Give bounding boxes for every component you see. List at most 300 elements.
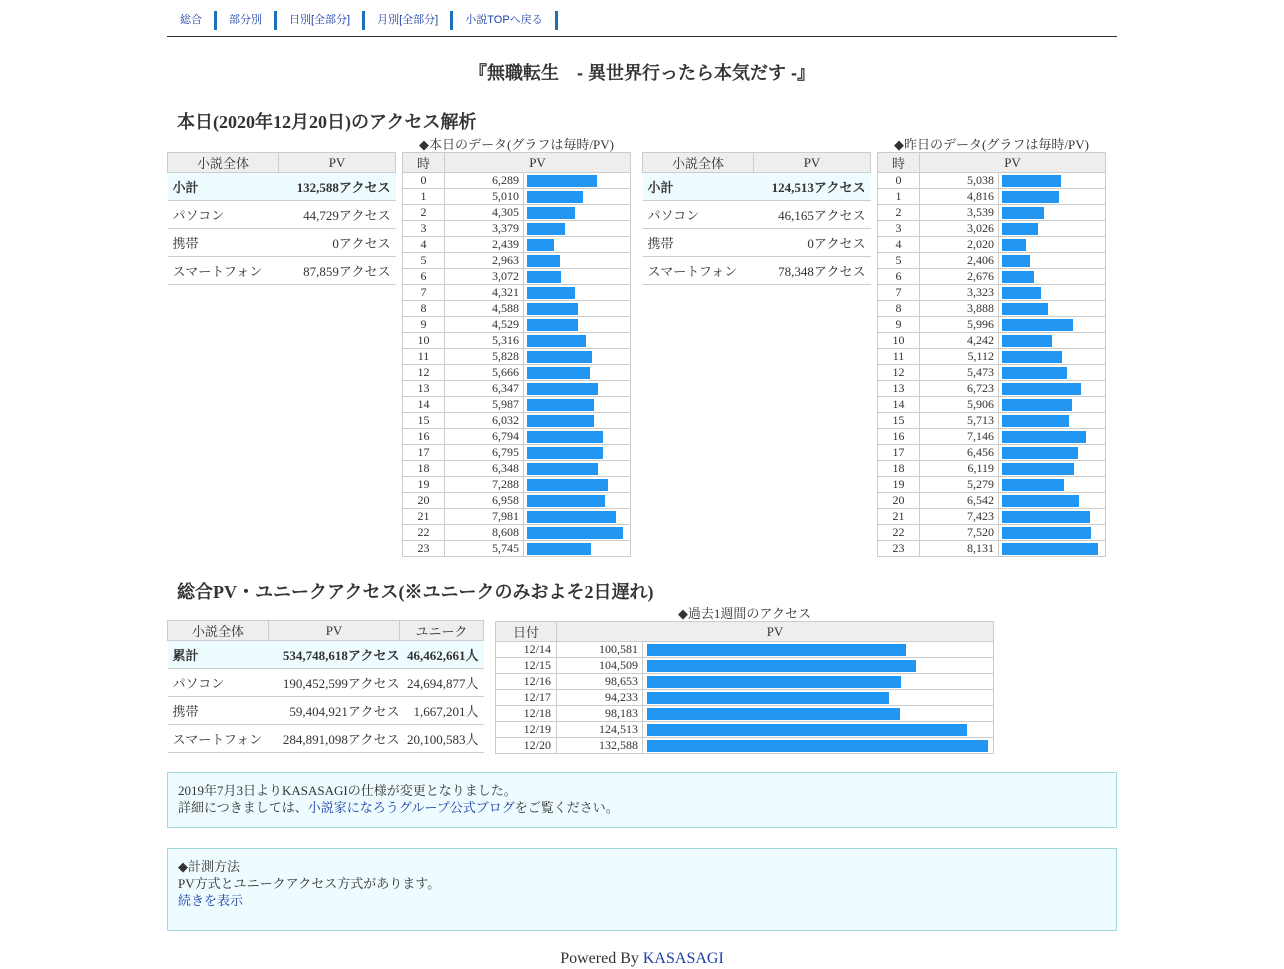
category-label: 5 [403,253,445,269]
value-label: 2,963 [445,253,524,269]
col-header-pv: PV [269,621,400,641]
bar [1002,191,1059,203]
bar-cell [999,445,1106,461]
bar-cell [524,269,631,285]
value-label: 98,183 [557,706,643,722]
bar [1002,319,1073,331]
yesterday-caption: ◆昨日のデータ(グラフは毎時/PV) [894,137,1089,152]
value-label: 5,745 [445,541,524,557]
category-label: 6 [878,269,920,285]
bar [1002,287,1041,299]
category-label: 6 [403,269,445,285]
category-label: 1 [878,189,920,205]
col-header-pv: PV [279,153,396,173]
bar-cell [524,541,631,557]
bar-cell [524,333,631,349]
category-label: 18 [878,461,920,477]
value-label: 6,032 [445,413,524,429]
summary-row [168,257,396,285]
bar-row [878,253,1106,269]
bar-cell [643,690,994,706]
bar-row [878,413,1106,429]
notice-line [178,799,1106,816]
value-label: 100,581 [557,642,643,658]
bar-cell [999,189,1106,205]
value-label: 3,539 [920,205,999,221]
value-label: 3,888 [920,301,999,317]
official-blog-link[interactable]: 小説家になろうグループ公式ブログ [307,800,515,815]
bar [1002,207,1044,219]
category-label: 2 [878,205,920,221]
summary-value: 46,165アクセス [754,201,871,229]
bar-row [403,461,631,477]
show-more-link[interactable]: 続きを表示 [178,893,244,908]
total-table [167,620,484,753]
bar [527,495,605,507]
bar [527,463,598,475]
bar-cell [524,173,631,189]
bar [1002,447,1078,459]
value-label: 6,456 [920,445,999,461]
bar-cell [999,509,1106,525]
bar-row [878,541,1106,557]
category-label: 7 [878,285,920,301]
bar-cell [999,429,1106,445]
category-label: 22 [403,525,445,541]
nav-link-monthly[interactable]: 月別[全部分] [365,11,453,30]
bar-cell [524,413,631,429]
method-box [167,848,1117,931]
today-caption: ◆本日のデータ(グラフは毎時/PV) [419,137,614,152]
notice-box [167,772,1117,828]
bar [527,287,575,299]
value-label: 2,406 [920,253,999,269]
value-label: 5,987 [445,397,524,413]
bar-cell [524,221,631,237]
bar-cell [524,317,631,333]
summary-value: 0アクセス [279,229,396,257]
bar-row [403,237,631,253]
summary-label: 携帯 [168,229,279,257]
bar-row [403,365,631,381]
value-label: 98,653 [557,674,643,690]
bar-row [878,445,1106,461]
bar-cell [524,237,631,253]
bar-row [878,317,1106,333]
kasasagi-link[interactable]: KASASAGI [642,950,724,967]
summary-label: スマートフォン [643,257,754,285]
bar-cell [999,237,1106,253]
value-label: 5,010 [445,189,524,205]
category-label: 13 [878,381,920,397]
category-label: 12/20 [496,738,557,754]
bar-row [878,429,1106,445]
bar-row [403,381,631,397]
total-unique: 24,694,877人 [400,669,484,697]
summary-label: 小計 [168,173,279,201]
bar-row [878,285,1106,301]
summary-row [168,173,396,201]
total-label: スマートフォン [168,725,269,753]
bar [527,383,598,395]
category-label: 8 [403,301,445,317]
bar [1002,367,1067,379]
category-label: 9 [403,317,445,333]
bar-cell [999,525,1106,541]
bar-cell [999,333,1106,349]
category-label: 3 [403,221,445,237]
bar [1002,335,1052,347]
bar [527,527,623,539]
value-label: 7,520 [920,525,999,541]
category-label: 4 [878,237,920,253]
category-label: 12/14 [496,642,557,658]
total-pv: 190,452,599アクセス [269,669,400,697]
bar [1002,495,1079,507]
bar-row [403,189,631,205]
nav-link-daily[interactable]: 日別[全部分] [277,11,365,30]
total-unique: 1,667,201人 [400,697,484,725]
value-label: 6,795 [445,445,524,461]
bar [1002,223,1038,235]
bar-row [878,477,1106,493]
bar-cell [643,674,994,690]
bar [647,676,901,688]
category-label: 12/19 [496,722,557,738]
value-label: 2,676 [920,269,999,285]
category-label: 17 [878,445,920,461]
bar-cell [524,509,631,525]
bar-cell [643,706,994,722]
value-label: 3,072 [445,269,524,285]
value-label: 5,828 [445,349,524,365]
category-label: 22 [878,525,920,541]
category-label: 16 [878,429,920,445]
value-label: 2,020 [920,237,999,253]
summary-value: 78,348アクセス [754,257,871,285]
bar-cell [524,445,631,461]
bar-row [403,333,631,349]
value-label: 94,233 [557,690,643,706]
bar-row [403,525,631,541]
bar [527,399,594,411]
value-label: 7,981 [445,509,524,525]
category-label: 21 [878,509,920,525]
value-label: 5,713 [920,413,999,429]
bar-row [878,493,1106,509]
nav-link-by-part[interactable]: 部分別 [217,11,277,30]
bar-row [403,509,631,525]
value-label: 8,608 [445,525,524,541]
category-label: 20 [878,493,920,509]
bar [527,175,597,187]
bar-row [878,189,1106,205]
summary-row [643,173,871,201]
method-title: ◆計測方法 [178,859,240,874]
bar [647,724,967,736]
category-label: 9 [878,317,920,333]
total-pv: 59,404,921アクセス [269,697,400,725]
category-label: 16 [403,429,445,445]
bar-row [403,221,631,237]
bar [1002,303,1048,315]
bar-cell [999,397,1106,413]
summary-label: 小計 [643,173,754,201]
total-pv: 284,891,098アクセス [269,725,400,753]
value-label: 6,958 [445,493,524,509]
col-header-hour: 時 [403,153,445,173]
category-label: 23 [878,541,920,557]
summary-value: 124,513アクセス [754,173,871,201]
value-label: 5,996 [920,317,999,333]
bar-row [403,413,631,429]
category-label: 19 [878,477,920,493]
bar-cell [524,189,631,205]
category-label: 12 [403,365,445,381]
value-label: 5,473 [920,365,999,381]
col-header-novel: 小説全体 [168,153,279,173]
nav-divider [167,36,1117,37]
bar-row [878,269,1106,285]
bar [527,511,616,523]
bar [1002,415,1069,427]
category-label: 12/16 [496,674,557,690]
bar-cell [999,269,1106,285]
bar-cell [999,301,1106,317]
bar [527,431,603,443]
bar [1002,463,1074,475]
summary-label: 携帯 [643,229,754,257]
bar-cell [999,381,1106,397]
bar [527,367,590,379]
value-label: 4,242 [920,333,999,349]
bar-row [403,173,631,189]
value-label: 6,347 [445,381,524,397]
bar-cell [524,285,631,301]
bar-cell [524,381,631,397]
bar [1002,239,1026,251]
week-table [495,621,994,754]
category-label: 18 [403,461,445,477]
value-label: 6,289 [445,173,524,189]
col-header-date: 日付 [496,622,557,642]
method-text: PV方式とユニークアクセス方式があります。 [178,876,441,891]
summary-label: パソコン [168,201,279,229]
bar [1002,175,1061,187]
bar-row [878,365,1106,381]
bar-cell [999,221,1106,237]
bar [527,335,586,347]
bar-row [403,541,631,557]
category-label: 0 [878,173,920,189]
bar-row [403,253,631,269]
bar-row [496,658,994,674]
powered-text: Powered By [560,950,639,967]
top-nav [167,11,558,30]
category-label: 12/18 [496,706,557,722]
bar-cell [999,349,1106,365]
bar-cell [524,365,631,381]
col-header-pv: PV [754,153,871,173]
category-label: 19 [403,477,445,493]
bar [527,415,594,427]
bar [527,479,608,491]
total-unique: 46,462,661人 [400,641,484,669]
category-label: 4 [403,237,445,253]
bar-cell [524,477,631,493]
bar-cell [999,461,1106,477]
bar [1002,351,1062,363]
bar-row [878,397,1106,413]
summary-row [643,229,871,257]
powered-by [167,950,1117,968]
total-row [168,669,484,697]
bar-row [878,173,1106,189]
value-label: 132,588 [557,738,643,754]
category-label: 11 [878,349,920,365]
total-pv: 534,748,618アクセス [269,641,400,669]
value-label: 3,323 [920,285,999,301]
bar [527,319,578,331]
bar [527,271,561,283]
bar-cell [999,413,1106,429]
bar-cell [999,205,1106,221]
category-label: 14 [878,397,920,413]
bar [527,447,603,459]
total-label: パソコン [168,669,269,697]
category-label: 11 [403,349,445,365]
col-header-unique: ユニーク [400,621,484,641]
bar [647,740,988,752]
value-label: 4,529 [445,317,524,333]
bar [527,543,591,555]
bar [527,303,578,315]
category-label: 13 [403,381,445,397]
value-label: 7,146 [920,429,999,445]
value-label: 6,542 [920,493,999,509]
summary-row [168,229,396,257]
bar-row [878,221,1106,237]
value-label: 104,509 [557,658,643,674]
bar-row [878,349,1106,365]
nav-link-overview[interactable]: 総合 [167,11,217,30]
bar-row [878,237,1106,253]
bar [527,207,575,219]
bar-row [403,269,631,285]
total-label: 携帯 [168,697,269,725]
bar-cell [524,429,631,445]
category-label: 17 [403,445,445,461]
bar [527,255,560,267]
bar-cell [999,285,1106,301]
nav-link-novel-top[interactable]: 小説TOPへ戻る [453,11,557,30]
bar-row [403,429,631,445]
bar-row [878,509,1106,525]
bar-cell [524,205,631,221]
category-label: 21 [403,509,445,525]
bar-cell [643,738,994,754]
bar-row [403,205,631,221]
col-header-pv: PV [445,153,631,173]
total-row [168,641,484,669]
bar-row [878,301,1106,317]
notice-line: 2019年7月3日よりKASASAGIの仕様が変更となりました。 [178,783,517,798]
bar-row [403,493,631,509]
bar [647,708,900,720]
total-label: 累計 [168,641,269,669]
col-header-hour: 時 [878,153,920,173]
category-label: 8 [878,301,920,317]
bar [527,191,583,203]
summary-label: スマートフォン [168,257,279,285]
col-header-novel: 小説全体 [168,621,269,641]
bar-cell [524,493,631,509]
bar [1002,431,1086,443]
bar-row [403,445,631,461]
value-label: 6,723 [920,381,999,397]
bar-row [496,722,994,738]
bar-row [878,461,1106,477]
bar-cell [999,365,1106,381]
bar-cell [999,493,1106,509]
bar [527,239,554,251]
bar-row [403,477,631,493]
col-header-pv: PV [557,622,994,642]
total-row [168,725,484,753]
bar [1002,527,1091,539]
bar-row [403,301,631,317]
bar-row [878,525,1106,541]
bar [647,644,906,656]
bar [1002,543,1098,555]
bar-cell [643,642,994,658]
value-label: 4,305 [445,205,524,221]
bar-cell [999,253,1106,269]
bar-row [403,397,631,413]
category-label: 14 [403,397,445,413]
value-label: 8,131 [920,541,999,557]
bar-cell [524,349,631,365]
value-label: 5,038 [920,173,999,189]
bar [1002,399,1072,411]
today-summary-table [167,152,396,285]
value-label: 2,439 [445,237,524,253]
category-label: 5 [878,253,920,269]
category-label: 23 [403,541,445,557]
novel-title: 『無職転生 - 異世界行ったら本気だす -』 [469,63,815,83]
summary-label: パソコン [643,201,754,229]
value-label: 6,348 [445,461,524,477]
bar [1002,479,1064,491]
today-heading: 本日(2020年12月20日)のアクセス解析 [177,112,477,132]
yesterday-summary-table [642,152,871,285]
week-caption: ◆過去1週間のアクセス [677,606,812,621]
value-label: 7,288 [445,477,524,493]
summary-value: 0アクセス [754,229,871,257]
bar [1002,383,1081,395]
today-hourly-table [402,152,631,557]
bar-cell [999,541,1106,557]
bar [527,223,565,235]
yesterday-hourly-table [877,152,1106,557]
bar-cell [643,658,994,674]
bar-row [496,674,994,690]
value-label: 5,112 [920,349,999,365]
value-label: 3,379 [445,221,524,237]
value-label: 5,666 [445,365,524,381]
category-label: 20 [403,493,445,509]
bar-row [496,642,994,658]
